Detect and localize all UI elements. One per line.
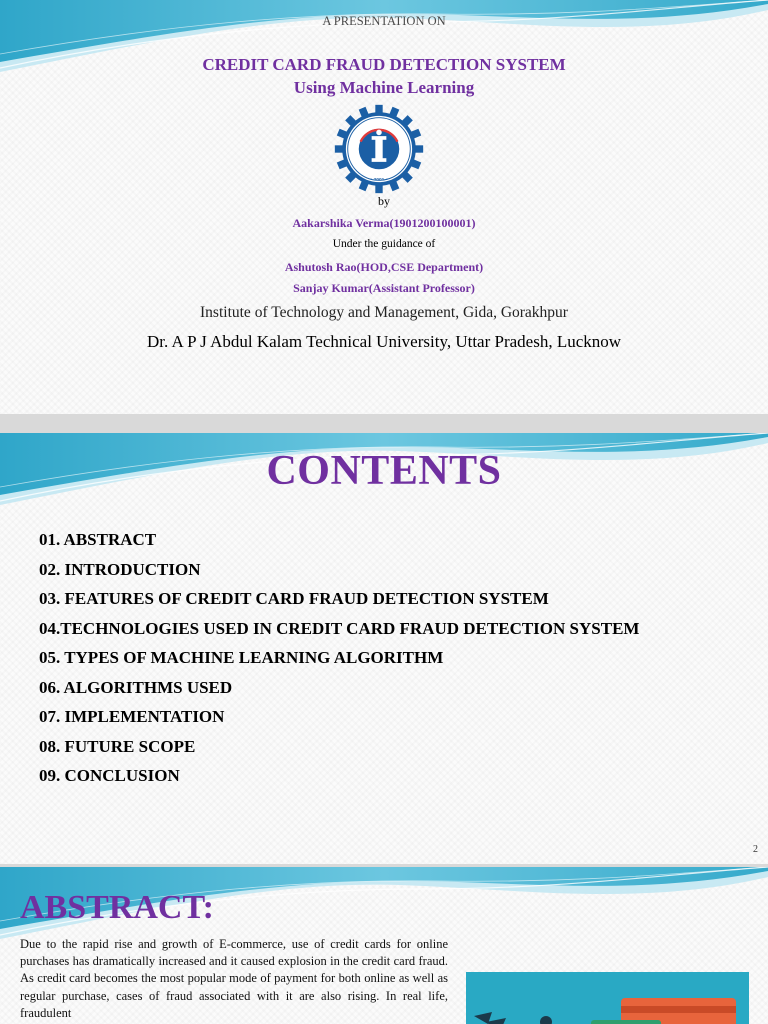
title-slide	[0, 0, 768, 414]
contents-slide	[0, 433, 768, 864]
contents-list	[39, 525, 639, 791]
presentation-subtitle: Using Machine Learning	[293, 78, 475, 97]
presentation-kicker: A PRESENTATION ON	[322, 14, 446, 28]
by-label: by	[378, 194, 390, 208]
contents-item: 01. ABSTRACT	[39, 530, 157, 549]
institute-emblem-icon	[330, 103, 428, 195]
contents-heading: CONTENTS	[266, 448, 502, 494]
university-name: Dr. A P J Abdul Kalam Technical University, Uttar Pradesh, Lucknow	[146, 332, 622, 351]
guide-name-1: Ashutosh Rao(HOD,CSE Department)	[284, 260, 484, 274]
contents-item: 02. INTRODUCTION	[39, 559, 201, 579]
presentation-title: CREDIT CARD FRAUD DETECTION SYSTEM	[202, 55, 566, 74]
contents-item: 05. TYPES OF MACHINE LEARNING ALGORITHM	[39, 648, 444, 667]
abstract-slide	[0, 867, 768, 1024]
institute-name: Institute of Technology and Management, Gida, Gorakhpur	[200, 304, 568, 321]
contents-item: 09. CONCLUSION	[39, 766, 180, 785]
guidance-label: Under the guidance of	[332, 238, 436, 250]
contents-item: 07. IMPLEMENTATION	[39, 707, 225, 726]
credit-card-fraud-illustration	[466, 972, 749, 1024]
author-name: Aakarshika Verma(1901200100001)	[292, 216, 476, 230]
credit-card-fraud-illustration-art	[466, 972, 749, 1024]
abstract-heading: ABSTRACT:	[20, 889, 214, 926]
contents-item: 04.TECHNOLOGIES USED IN CREDIT CARD FRAUD DETECTION SYSTEM	[39, 618, 640, 638]
abstract-paragraph: Due to the rapid rise and growth of E-commerce, use of credit cards for online purchases has dramatically increased and it caused explosion in the credit card fraud. As credit card becomes the most popular mode of payment for both online as well as regular purchase, cases of fraud associated with it are also rising. In real life, fraudulent	[20, 937, 448, 1020]
guide-name-2: Sanjay Kumar(Assistant Professor)	[293, 281, 475, 295]
contents-item: 08. FUTURE SCOPE	[39, 736, 196, 756]
slide-page-number: 2	[753, 844, 758, 855]
svg-text:• 2001 •: • 2001 •	[369, 176, 389, 182]
contents-item: 03. FEATURES OF CREDIT CARD FRAUD DETECTION SYSTEM	[39, 589, 549, 608]
contents-item: 06. ALGORITHMS USED	[39, 677, 233, 697]
